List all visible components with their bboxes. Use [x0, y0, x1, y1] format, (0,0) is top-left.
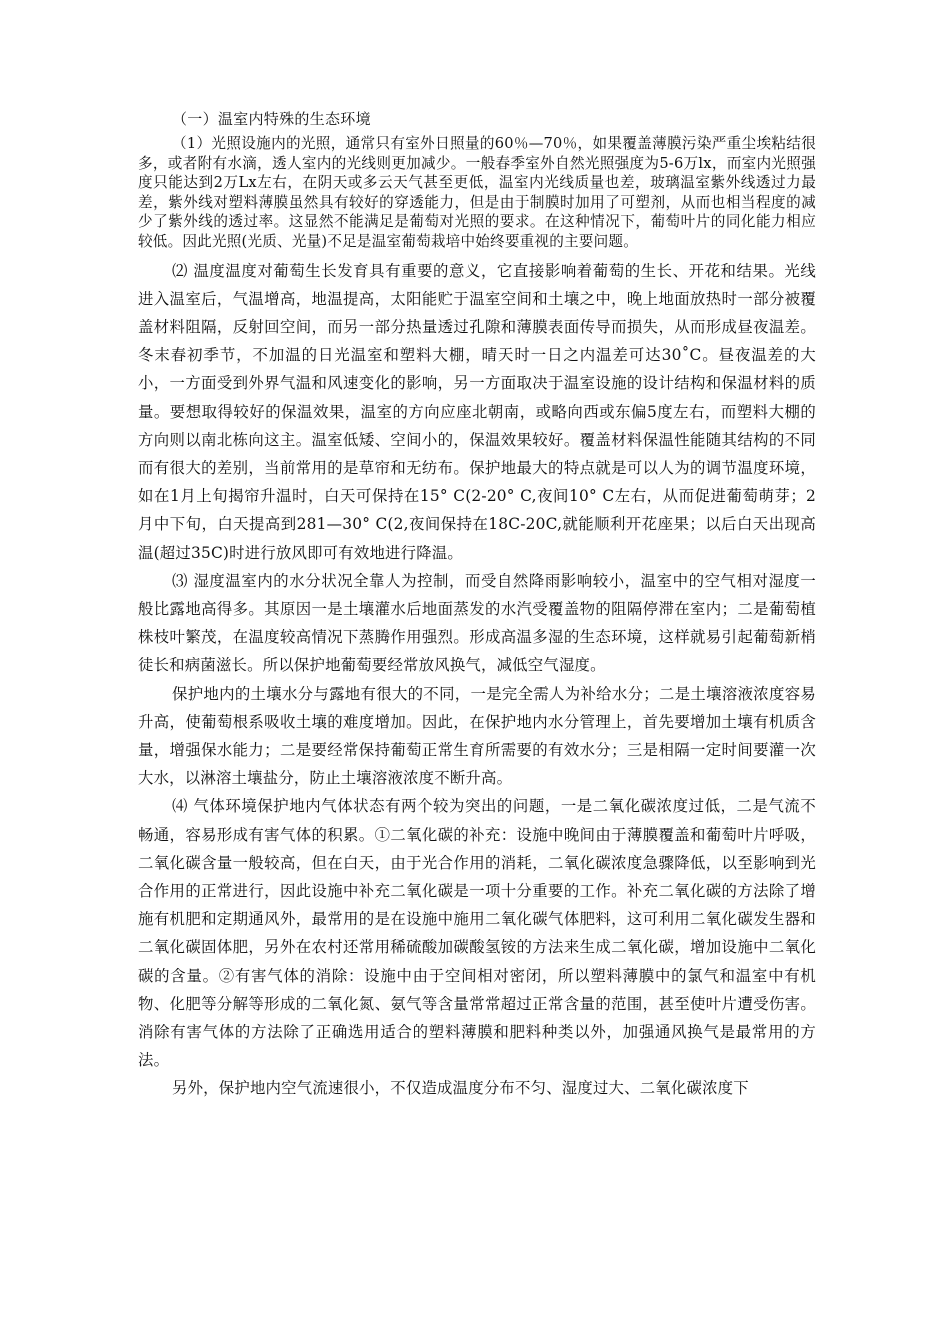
document-body [138, 108, 816, 1103]
paragraph-temperature: ⑵ 温度温度对葡萄生长发育具有重要的意义，它直接影响着葡萄的生长、开花和结果。光线进入温室后，气温增高，地温提高，太阳能贮于温室空间和土壤之中，晚上地面放热时一部分被覆盖材料阻隔，反射回空间，而另一部分热量透过孔隙和薄膜表面传导而损失，从而形成昼夜温差。冬末春初季节，不加温的日光温室和塑料大棚，晴天时一日之内温差可达30˚C。昼夜温差的大小，一方面受到外界气温和风速变化的影响，另一方面取决于温室设施的设计结构和保温材料的质量。要想取得较好的保温效果，温室的方向应座北朝南，或略向西或东偏5度左右，而塑料大棚的方向则以南北栋向这主。温室低矮、空间小的，保温效果较好。覆盖材料保温性能随其结构的不同而有很大的差别，当前常用的是草帘和无纺布。保护地最大的特点就是可以人为的调节温度环境，如在1月上旬揭帘升温时，白天可保持在15° C(2-20° C,夜间10° C左右，从而促进葡萄萌芽；2月中下旬，白天提高到281—30° C(2,夜间保持在18C-20C,就能顺利开花座果；以后白天出现高温(超过35C)时进行放风即可有效地进行降温。 [138, 261, 816, 562]
paragraph-humidity: ⑶ 湿度温室内的水分状况全靠人为控制，而受自然降雨影响较小，温室中的空气相对湿度一般比露地高得多。其原因一是土壤灌水后地面蒸发的水汽受覆盖物的阻隔停滞在室内；二是葡萄植株枝叶繁茂，在温度较高情况下蒸腾作用强烈。形成高温多湿的生态环境，这样就易引起葡萄新梢徒长和病菌滋长。所以保护地葡萄要经常放风换气，减低空气湿度。 [138, 571, 816, 675]
paragraph-gas-environment: ⑷ 气体环境保护地内气体状态有两个较为突出的问题，一是二氧化碳浓度过低，二是气流不畅通，容易形成有害气体的积累。①二氧化碳的补充：设施中晚间由于薄膜覆盖和葡萄叶片呼吸，二氧化碳含量一般较高，但在白天，由于光合作用的消耗，二氧化碳浓度急骤降低，以至影响到光合作用的正常进行，因此设施中补充二氧化碳是一项十分重要的工作。补充二氧化碳的方法除了增施有机肥和定期通风外，最常用的是在设施中施用二氧化碳气体肥料，这可利用二氧化碳发生器和二氧化碳固体肥，另外在农村还常用稀硫酸加碳酸氢铵的方法来生成二氧化碳，增加设施中二氧化碳的含量。②有害气体的消除：设施中由于空间相对密闭，所以塑料薄膜中的氯气和温室中有机物、化肥等分解等形成的二氧化氮、氨气等含量常常超过正常含量的范围，甚至使叶片遭受伤害。消除有害气体的方法除了正确选用适合的塑料薄膜和肥料种类以外，加强通风换气是最常用的方法。 [138, 797, 816, 1070]
section-heading: （一）温室内特殊的生态环境 [172, 110, 371, 128]
paragraph-soil-moisture: 保护地内的土壤水分与露地有很大的不同，一是完全需人为补给水分；二是土壤溶液浓度容易升高，使葡萄根系吸收土壤的难度增加。因此，在保护地内水分管理上，首先要增加土壤有机质含量，增强保水能力；二是要经常保持葡萄正常生育所需要的有效水分；三是相隔一定时间要灌一次大水，以淋溶土壤盐分，防止土壤溶液浓度不断升高。 [138, 684, 816, 788]
paragraph-light: （1）光照设施内的光照，通常只有室外日照量的60％—70％，如果覆盖薄膜污染严重尘埃粘结很多，或者附有水滴，透人室内的光线则更加减少。一般春季室外自然光照强度为5-6万lx，而室内光照强度只能达到2万Lx左右，在阴天或多云天气甚至更低，温室内光线质量也差，玻璃温室紫外线透过力最差，紫外线对塑料薄膜虽然具有较好的穿透能力，但是由于制膜时加用了可塑剂，从而也相当程度的减少了紫外线的透过率。这显然不能满足是葡萄对光照的要求。在这种情况下，葡萄叶片的同化能力相应较低。因此光照(光质、光量)不足是温室葡萄栽培中始终要重视的主要问题。 [138, 135, 816, 250]
paragraph-airflow: 另外，保护地内空气流速很小，不仅造成温度分布不匀、湿度过大、二氧化碳浓度下 [172, 1079, 749, 1098]
